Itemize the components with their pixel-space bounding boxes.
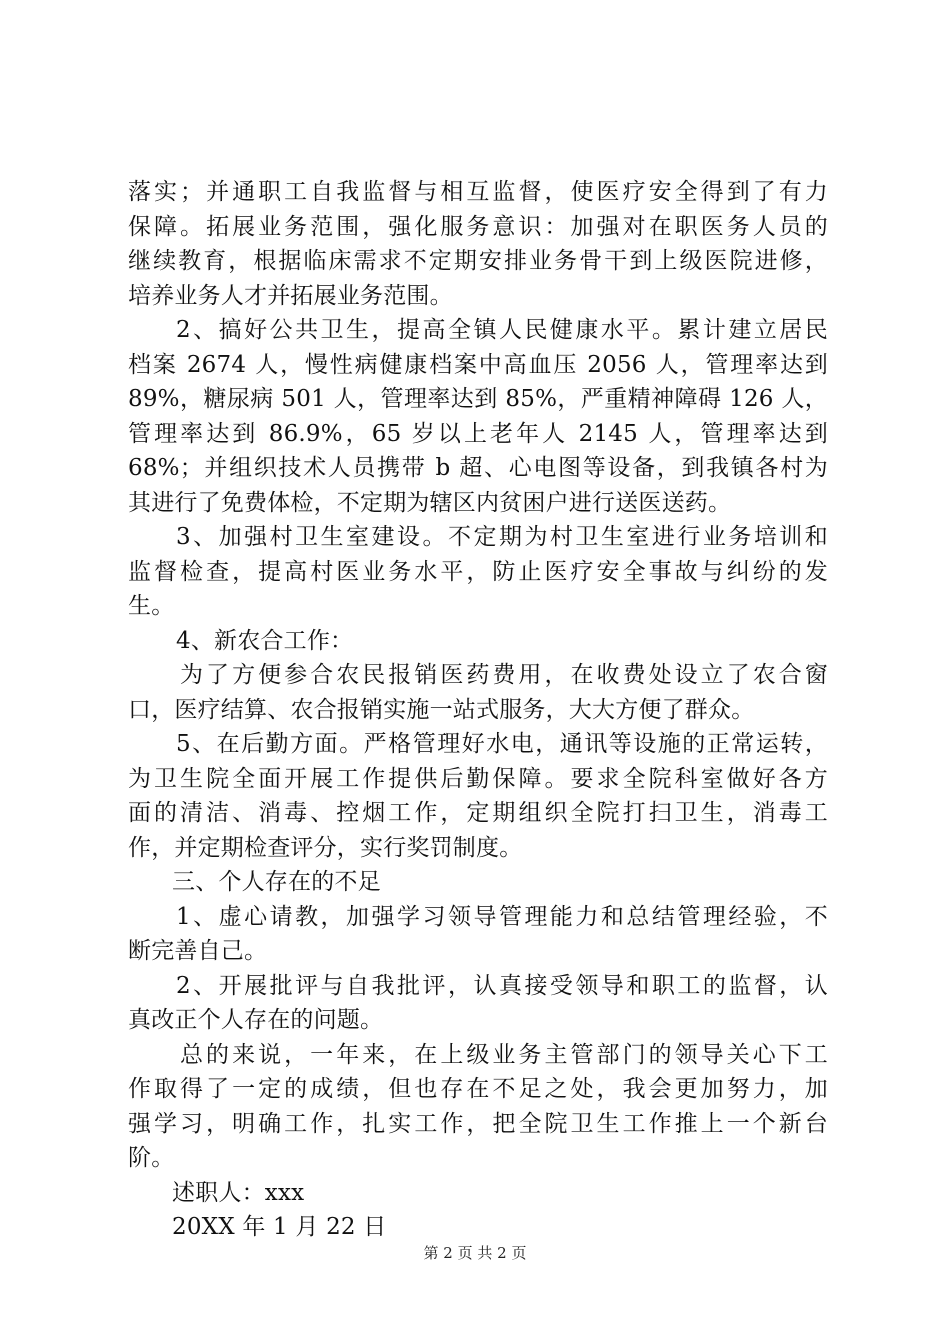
text-line: 断完善自己。 [128,938,268,964]
text-line: 2、搞好公共卫生，提高全镇人民健康水平。累计建立居民 [176,317,828,343]
text-line: 为卫生院全面开展工作提供后勤保障。要求全院科室做好各方 [128,765,828,792]
text-line: 作取得了一定的成绩，但也存在不足之处，我会更加努力，加 [128,1076,828,1102]
text-line: 档案 2674 人，慢性病健康档案中高血压 2056 人，管理率达到 [128,351,828,378]
text-line: 阶。 [128,1145,175,1171]
text-line: 强学习，明确工作，扎实工作，把全院卫生工作推上一个新台 [128,1110,828,1137]
text-line: 口，医疗结算、农合报销实施一站式服务，大大方便了群众。 [128,696,755,723]
text-line: 其进行了免费体检，不定期为辖区内贫困户进行送医送药。 [128,489,732,516]
text-line: 68%；并组织技术人员携带 b 超、心电图等设备，到我镇各村为 [128,455,828,481]
text-line: 保障。拓展业务范围，强化服务意识：加强对在职医务人员的 [128,213,828,240]
text-line: 管理率达到 86.9%，65 岁以上老年人 2145 人，管理率达到 [128,420,828,447]
text-line: 继续教育，根据临床需求不定期安排业务骨干到上级医院进修， [128,248,828,274]
document-body [128,175,828,1245]
text-line: 真改正个人存在的问题。 [128,1007,384,1033]
text-line: 2、开展批评与自我批评，认真接受领导和职工的监督，认 [176,972,828,999]
text-line: 面的清洁、消毒、控烟工作，定期组织全院打扫卫生，消毒工 [128,800,828,826]
text-line: 89%，糖尿病 501 人，管理率达到 85%，严重精神障碍 126 人， [128,386,828,412]
text-line: 5、在后勤方面。严格管理好水电，通讯等设施的正常运转， [176,731,828,757]
text-line: 述职人：xxx [172,1179,305,1206]
page-footer: 第 2 页 共 2 页 [423,1244,527,1262]
text-line: 三、个人存在的不足 [172,869,381,895]
text-line: 3、加强村卫生室建设。不定期为村卫生室进行业务培训和 [176,524,828,550]
text-line: 培养业务人才并拓展业务范围。 [128,282,453,309]
text-line: 1、虚心请教，加强学习领导管理能力和总结管理经验，不 [176,903,828,930]
text-line: 落实；并通职工自我监督与相互监督，使医疗安全得到了有力 [128,179,828,205]
text-line: 4、新农合工作： [176,627,354,654]
text-line: 生。 [128,593,175,619]
text-line: 20XX 年 1 月 22 日 [172,1214,387,1240]
text-line: 为了方便参合农民报销医药费用，在收费处设立了农合窗 [180,662,828,688]
text-line: 作，并定期检查评分，实行奖罚制度。 [128,834,523,861]
text-line: 监督检查，提高村医业务水平，防止医疗安全事故与纠纷的发 [128,558,828,585]
text-line: 总的来说，一年来，在上级业务主管部门的领导关心下工 [180,1041,828,1068]
